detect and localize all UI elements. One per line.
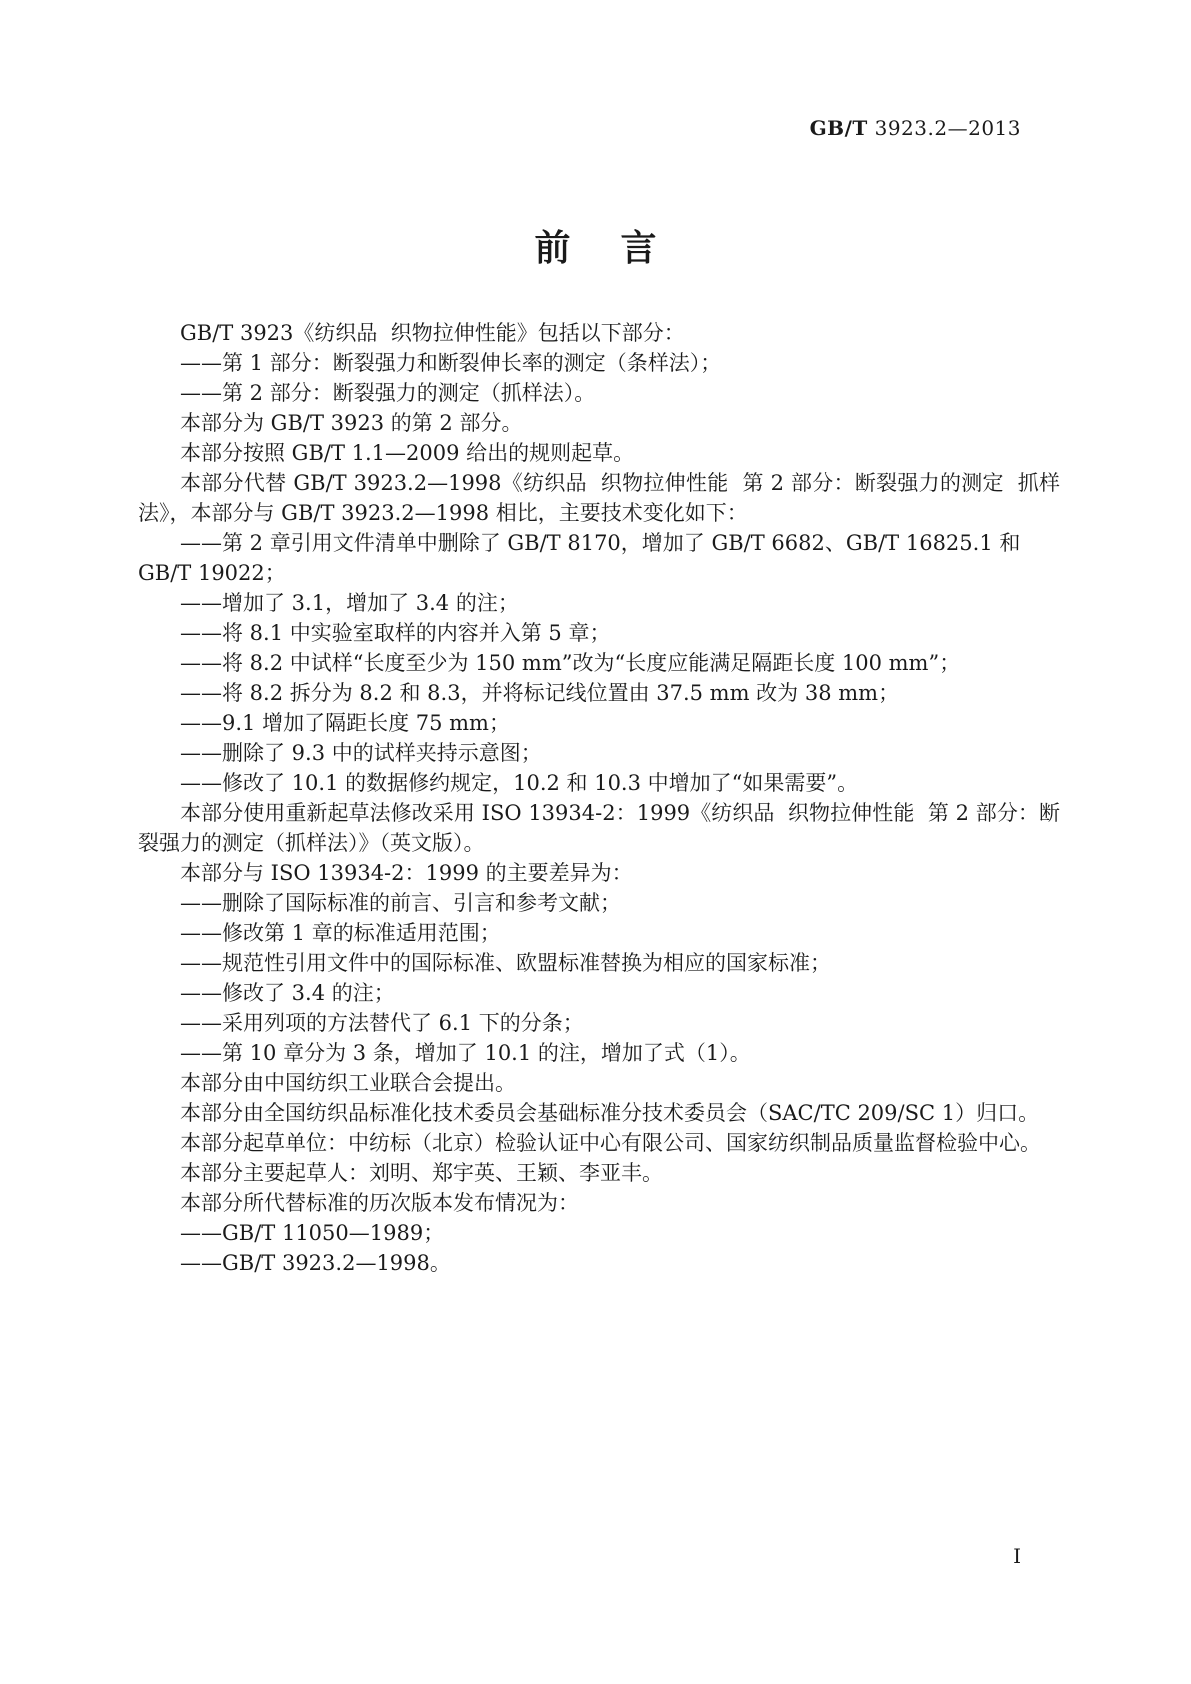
paragraph: GB/T 3923《纺织品 织物拉伸性能》包括以下部分： — [180, 321, 685, 345]
list-item: ——第 2 部分：断裂强力的测定（抓样法）。 — [180, 381, 596, 405]
list-item: ——删除了 9.3 中的试样夹持示意图； — [180, 741, 542, 765]
list-item: ——采用列项的方法替代了 6.1 下的分条； — [180, 1011, 584, 1035]
standard-code: 3923.2—2013 — [874, 116, 1021, 140]
list-item: ——将 8.2 中试样“长度至少为 150 mm”改为“长度应能满足隔距长度 100 mm”； — [180, 651, 961, 675]
page-title: 前言 — [534, 227, 707, 269]
list-item: ——将 8.2 拆分为 8.2 和 8.3，并将标记线位置由 37.5 mm 改为 38 mm； — [180, 681, 900, 705]
paragraph: 本部分使用重新起草法修改采用 ISO 13934-2：1999《纺织品 织物拉伸性能 第 2 部分：断裂强力的测定（抓样法）》（英文版）。 — [138, 801, 1060, 855]
list-item: ——规范性引用文件中的国际标准、欧盟标准替换为相应的国家标准； — [180, 951, 831, 975]
standard-prefix: GB/T — [809, 116, 868, 140]
foreword-body — [138, 318, 1060, 1278]
list-item: ——修改了 10.1 的数据修约规定，10.2 和 10.3 中增加了“如果需要”。 — [180, 771, 859, 795]
list-item: ——将 8.1 中实验室取样的内容并入第 5 章； — [180, 621, 611, 645]
list-item: ——增加了 3.1，增加了 3.4 的注； — [180, 591, 519, 615]
paragraph: 本部分起草单位：中纺标（北京）检验认证中心有限公司、国家纺织制品质量监督检验中心。 — [180, 1131, 1041, 1155]
list-item: ——第 2 章引用文件清单中删除了 GB/T 8170，增加了 GB/T 6682、GB/T 16825.1 和GB/T 19022； — [138, 531, 1021, 585]
list-item: ——GB/T 3923.2—1998。 — [180, 1251, 451, 1275]
list-item: ——修改第 1 章的标准适用范围； — [180, 921, 501, 945]
list-item: ——第 10 章分为 3 条，增加了 10.1 的注，增加了式（1）。 — [180, 1041, 751, 1065]
paragraph: 本部分代替 GB/T 3923.2—1998《纺织品 织物拉伸性能 第 2 部分：断裂强力的测定 抓样法》，本部分与 GB/T 3923.2—1998 相比，主要技术变化如下： — [138, 471, 1060, 525]
list-item: ——修改了 3.4 的注； — [180, 981, 395, 1005]
list-item: ——删除了国际标准的前言、引言和参考文献； — [180, 891, 621, 915]
paragraph: 本部分由中国纺织工业联合会提出。 — [180, 1071, 516, 1095]
paragraph: 本部分按照 GB/T 1.1—2009 给出的规则起草。 — [180, 441, 635, 465]
page-number: I — [1013, 1544, 1021, 1568]
paragraph: 本部分由全国纺织品标准化技术委员会基础标准分技术委员会（SAC/TC 209/SC 1）归口。 — [180, 1101, 1040, 1125]
standard-number — [810, 116, 1021, 140]
paragraph: 本部分所代替标准的历次版本发布情况为： — [180, 1191, 579, 1215]
list-item: ——第 1 部分：断裂强力和断裂伸长率的测定（条样法）； — [180, 351, 722, 375]
list-item: ——GB/T 11050—1989； — [180, 1221, 445, 1245]
list-item: ——9.1 增加了隔距长度 75 mm； — [180, 711, 510, 735]
paragraph: 本部分为 GB/T 3923 的第 2 部分。 — [180, 411, 523, 435]
paragraph: 本部分与 ISO 13934-2：1999 的主要差异为： — [180, 861, 633, 885]
paragraph: 本部分主要起草人：刘明、郑宇英、王颖、李亚丰。 — [180, 1161, 663, 1185]
